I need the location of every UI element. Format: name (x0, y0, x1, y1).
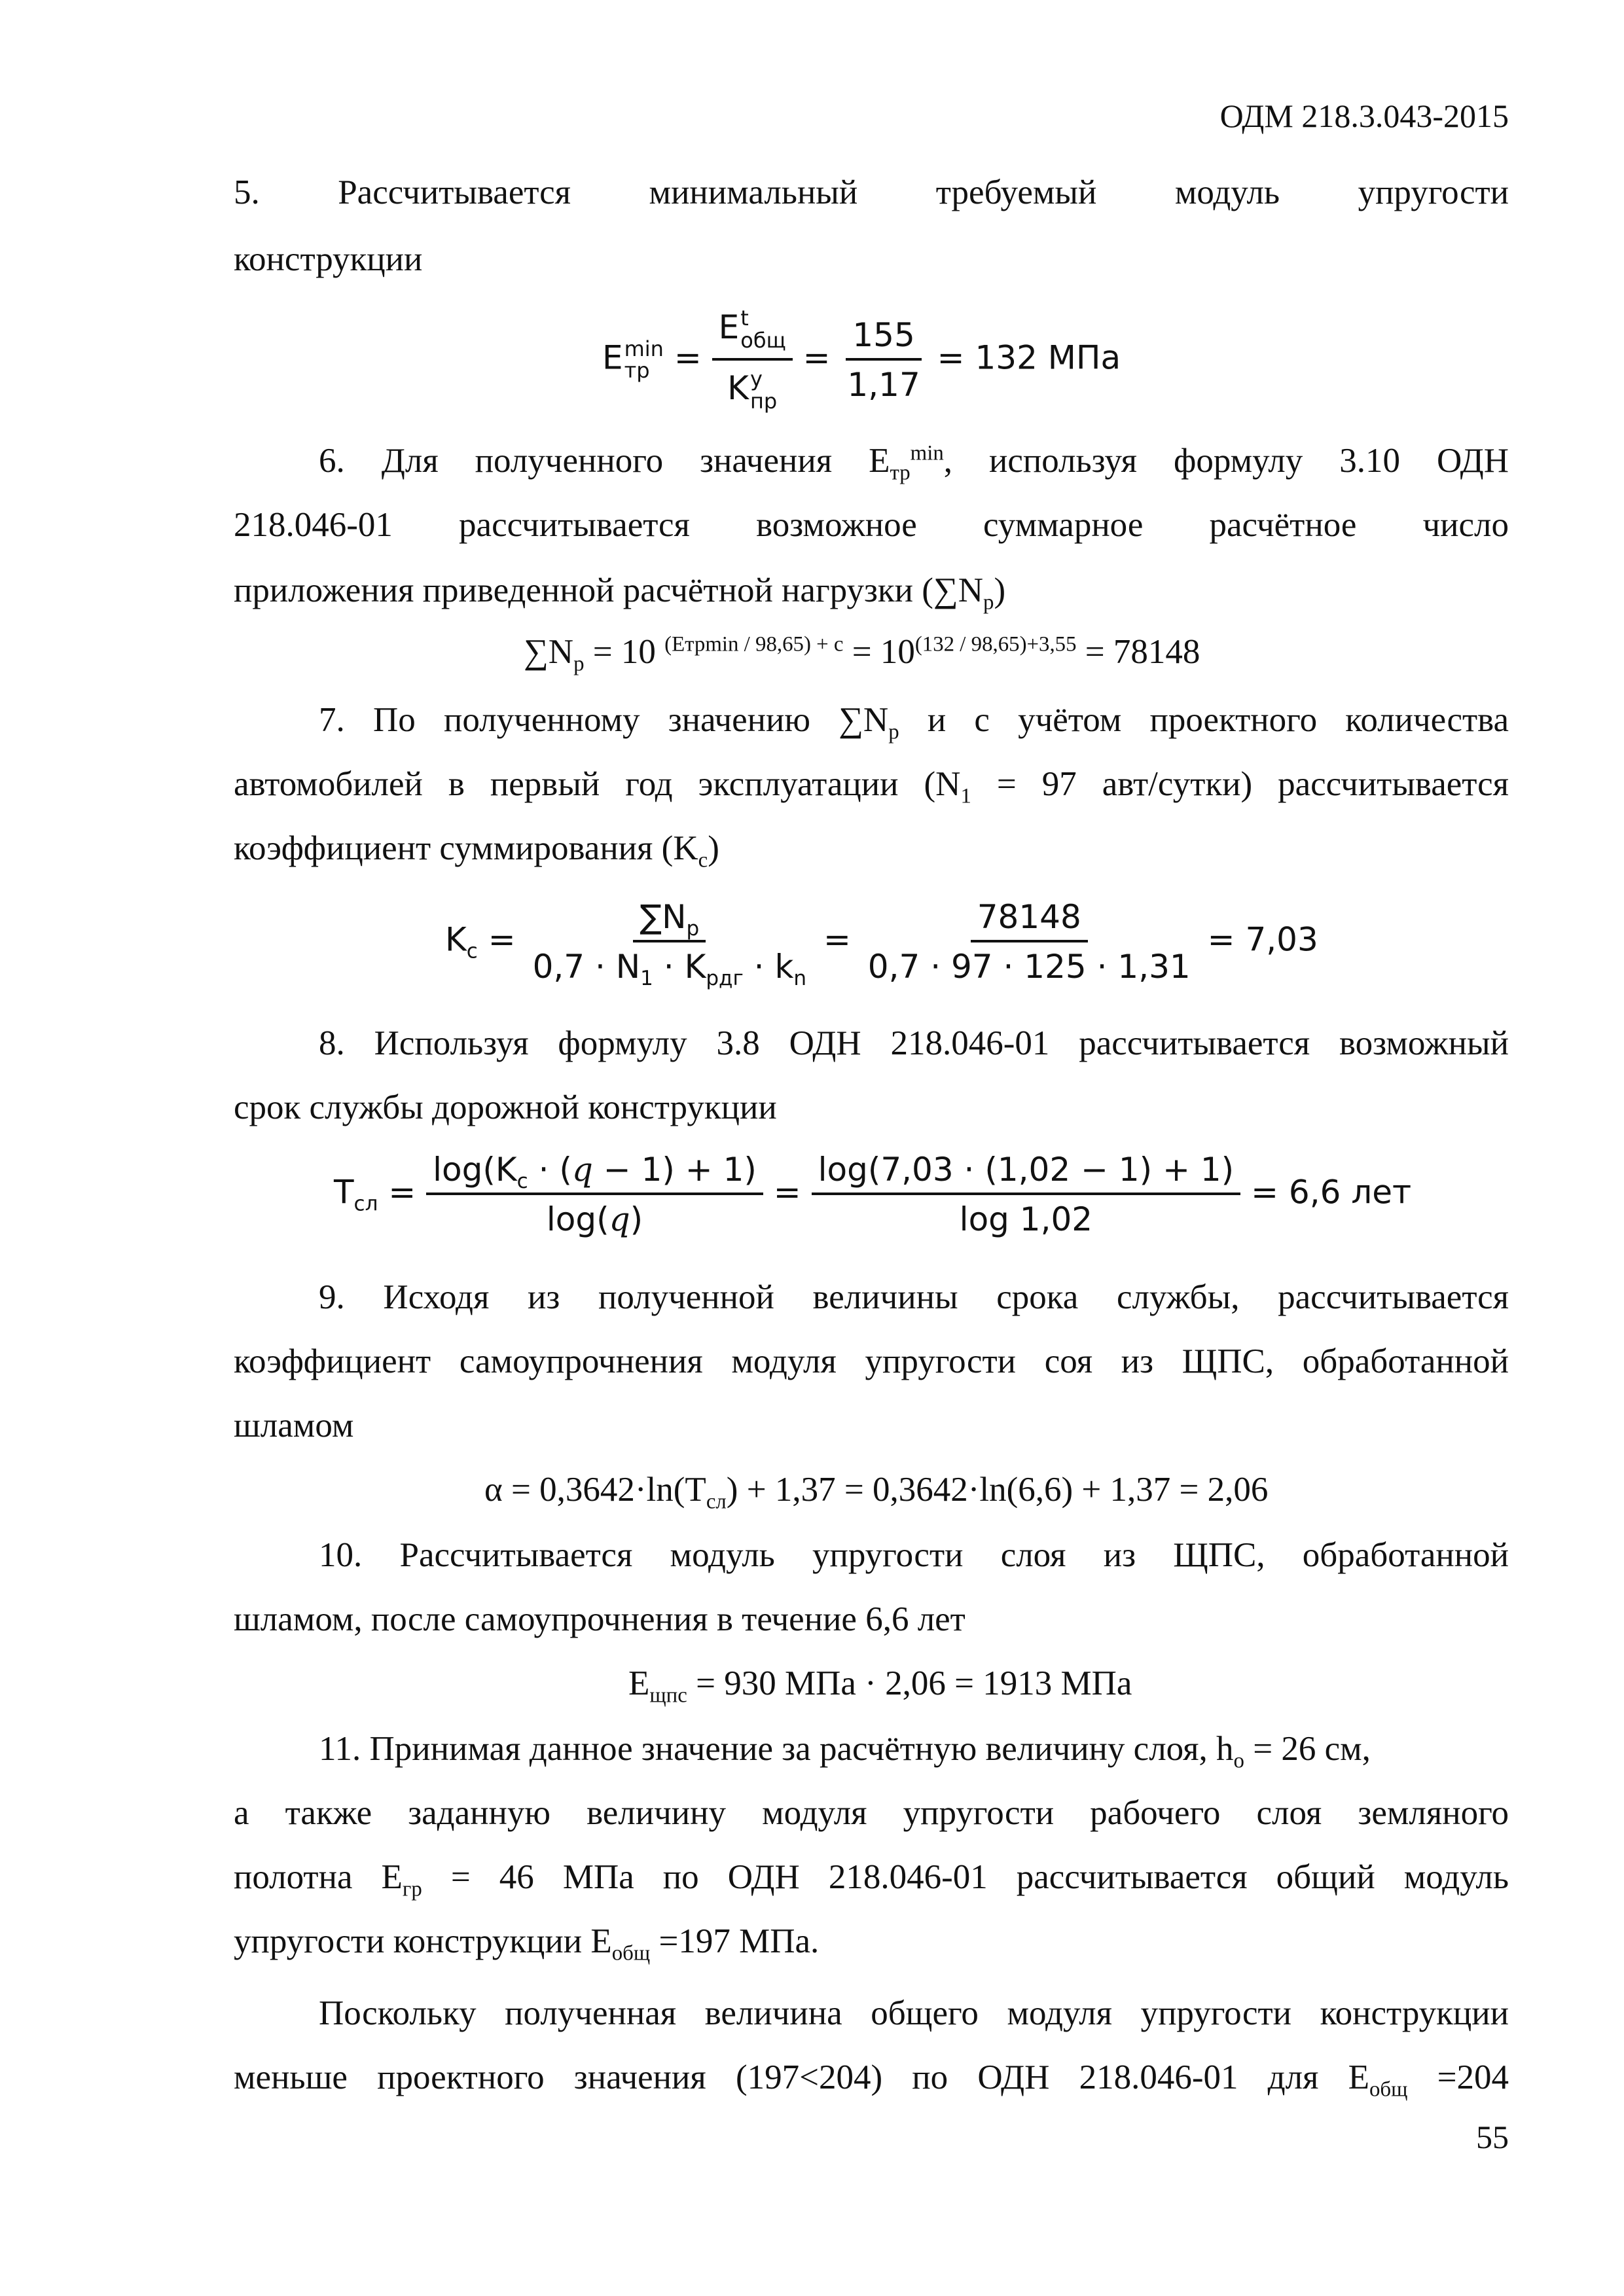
formula-self-strengthening: $\alpha = 0,3642\cdot\ln(T_{сл}) + 1,37 = 0,3642\cdot\ln(6,6) + 1,37 = 2,06$ (484, 1471, 1269, 1514)
item-8-line-1: 8. Используя формулу 3.8 ОДН 218.046-01 рассчитывается возможный (319, 1024, 1509, 1062)
page-number: 55 (1476, 2119, 1509, 2155)
item-6-line-2: 218.046-01 рассчитывается возможное суммарное расчётное число (234, 506, 1509, 544)
item-8-line-2: срок службы дорожной конструкции (234, 1088, 777, 1126)
item-9-line-1: 9. Исходя из полученной величины срока службы, рассчитывается (319, 1278, 1509, 1316)
formula-total-load-applications: $\sum N_р = 10$ $^{(Eтрmin / 98,65) + c} = 10^{(132 / 98,65)+3,55} = 78148$ (524, 632, 1200, 676)
item-11-line-3: полотна $E_{гр} = 46$ МПа по ОДН 218.046-01 рассчитывается общий модуль (234, 1858, 1509, 1901)
item-9-line-2: коэффициент самоупрочнения модуля упругости соя из ЩПС, обработанной (234, 1342, 1509, 1380)
item-10-line-2: шламом, после самоупрочнения в течение 6,6 лет (234, 1600, 965, 1638)
conclusion-line-1: Поскольку полученная величина общего модуля упругости конструкции (319, 1994, 1509, 2032)
formula-layer-modulus: $E_{щпс} = 930$ МПа · 2,06 = 1913 МПа (628, 1664, 1132, 1708)
item-11-line-4: упругости конструкции $E_{общ} =197$ МПа. (234, 1922, 820, 1965)
item-10-line-1: 10. Рассчитывается модуль упругости слоя из ЩПС, обработанной (319, 1536, 1509, 1574)
item-6-line-3: приложения приведенной расчётной нагрузки $(\sum N_р)$ (234, 571, 1006, 615)
item-5-line-1: 5. Рассчитывается минимальный требуемый модуль упругости (234, 173, 1509, 211)
formula-summation-coefficient: $K_c$ = $\frac{\sum N_p}{0,7 \cdot N_1 \cdot K_{рдг} \cdot k_n}$ = $\frac{78148}{0,7 \cdot 97 \cdot 125 \cdot 1,31}$ = 7,03 (445, 898, 1318, 990)
item-7-line-2: автомобилей в первый год эксплуатации ($N_1 = 97$ авт/сутки) рассчитывается (234, 765, 1509, 808)
formula-min-required-modulus: E min тр = E t общ K у пр = $\frac{155}{1,17}$ = 132 МПа (602, 306, 1121, 414)
conclusion-line-2: меньше проектного значения (197<204) по ОДН 218.046-01 для $E_{общ} =204$ (234, 2058, 1509, 2102)
item-11-line-2: а также заданную величину модуля упругости рабочего слоя земляного (234, 1794, 1509, 1832)
item-6-line-1: 6. Для полученного значения $E_{тр}^{min}$, используя формулу 3.10 ОДН (319, 441, 1509, 485)
item-11-line-1: 11. Принимая данное значение за расчётную величину слоя, $h_o = 26$ см, (319, 1730, 1371, 1773)
item-9-line-3: шламом (234, 1407, 354, 1444)
document-code: ОДМ 218.3.043-2015 (1219, 98, 1509, 134)
formula-service-life: $T_{сл}$ = $\frac{\log(K_c \cdot (q - 1) + 1)}{\log(q)}$ = $\frac{\log(7,03 \cdot (1,02 - 1) + 1)}{\log 1,02}$ = 6,6 лет (334, 1151, 1412, 1238)
item-7-line-3: коэффициент суммирования $(K_c)$ (234, 829, 719, 872)
item-7-line-1: 7. По полученному значению $\sum N_р$ и с учётом проектного количества (319, 701, 1509, 744)
item-5-line-2: конструкции (234, 240, 423, 278)
